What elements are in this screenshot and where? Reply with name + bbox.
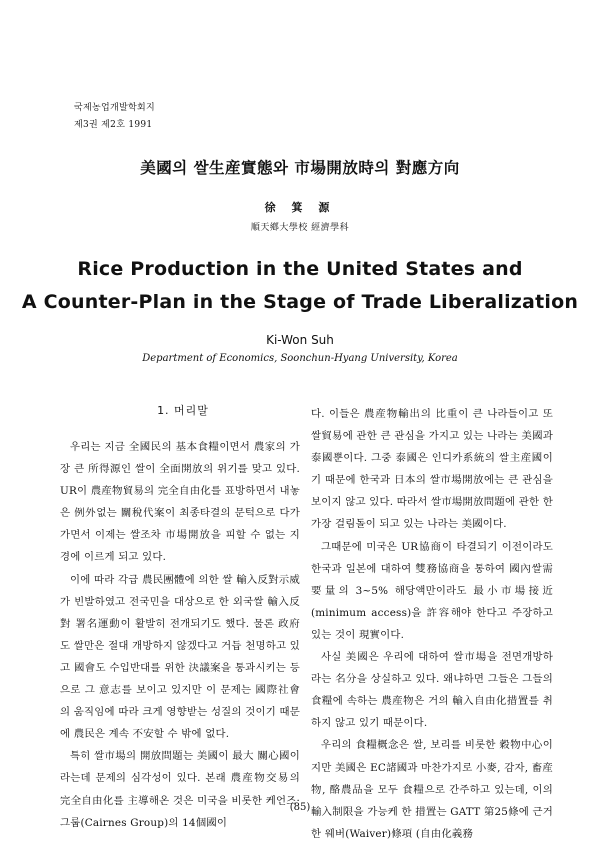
- paragraph: 사실 美國은 우리에 대하여 쌀市場을 전면개방하라는 名分을 상실하고 있다. 왜냐하면 그들은 그들의 食糧에 속하는 農産物은 거의 輸入自由化措置를 취하지 않고 있기 때문이다.: [311, 651, 553, 730]
- left-column: [60, 403, 300, 834]
- english-affiliation: Department of Economics, Soonchun-Hyang University, Korea: [142, 353, 458, 364]
- section-heading: 1. 머리말: [157, 404, 209, 417]
- journal-name: 국제농업개발학회지: [74, 103, 155, 113]
- journal-header: [74, 100, 155, 134]
- korean-author: 徐 箕 源: [264, 201, 336, 214]
- english-title-line1: Rice Production in the United States and: [77, 258, 523, 280]
- korean-affiliation: 順天鄕大學校 經濟學科: [250, 223, 350, 233]
- korean-title: 美國의 쌀生産實態와 市場開放時의 對應方向: [140, 159, 460, 177]
- paragraph: 특히 쌀市場의 開放問題는 美國이 最大 關心國이라는데 문제의 심각성이 있다. 본래 農産物交易의 完全自由化를 主導해온 것은 미국을 비롯한 케언즈·그룹(Cairnes Group)의 14個國이: [60, 750, 300, 829]
- page-number: (85): [289, 802, 311, 813]
- right-column: [311, 403, 553, 845]
- journal-issue: 제3권 제2호 1991: [74, 120, 153, 130]
- paragraph: 우리는 지금 全國民의 基本食糧이면서 農家의 가장 큰 所得源인 쌀이 全面開放의 위기를 맞고 있다. UR이 農産物貿易의 完全自由化를 표방하면서 내놓은 例外없는 關稅代案이 최종타결의 문턱으로 다가 가면서 이제는 쌀조차 市場開放을 피할 수 없는 지경에 이르게 되고 있다.: [60, 441, 300, 564]
- paragraph: 우리의 食糧概念은 쌀, 보리를 비롯한 穀物中心이지만 美國은 EC諸國과 마찬가지로 小麥, 감자, 畜産物, 酪農品을 모두 食糧으로 간주하고 있는데, 이의 輸入制限을 가능케 한 措置는 GATT 第25條에 근거한 웨버(Waiver)條項 (自由化義務: [311, 739, 553, 840]
- english-title-line2: A Counter-Plan in the Stage of Trade Liberalization: [21, 291, 579, 313]
- paragraph: 다. 이들은 農産物輸出의 比重이 큰 나라들이고 또 쌀貿易에 관한 큰 관심을 가지고 있는 나라는 美國과 泰國뿐이다. 그중 泰國은 인디카系統의 쌀主産國이기 때문에 한국과 日本의 쌀市場開放에는 큰 관심을 보이지 않고 있다. 따라서 쌀市場開放問題에 관한 한 가장 걸림돌이 되고 있는 나라는 美國이다.: [311, 408, 553, 531]
- english-author: Ki-Won Suh: [266, 333, 334, 347]
- paragraph: 이에 따라 각급 農民團體에 의한 쌀 輸入反對示威가 빈발하였고 전국민을 대상으로 한 외국쌀 輸入反對 署名運動이 활발히 전개되기도 했다. 물론 政府도 쌀만은 절대 개방하지 않겠다고 거듭 천명하고 있고 國會도 수입반대를 위한 決議案을 통과시키는 등으로 그 意志를 보이고 있지만 이 문제는 國際社會의 움직임에 따라 크게 영향받는 성질의 것이기 때문에 農民은 계속 不安할 수 밖에 없다.: [60, 573, 300, 741]
- paragraph: 그때문에 미국은 UR協商이 타결되기 이전이라도 한국과 일본에 대하여 雙務協商을 통하여 國內쌀需要量의 3~5% 해당액만이라도 最小市場接近(minimum access)을 許容해야 한다고 주장하고 있는 것이 現實이다.: [311, 540, 553, 641]
